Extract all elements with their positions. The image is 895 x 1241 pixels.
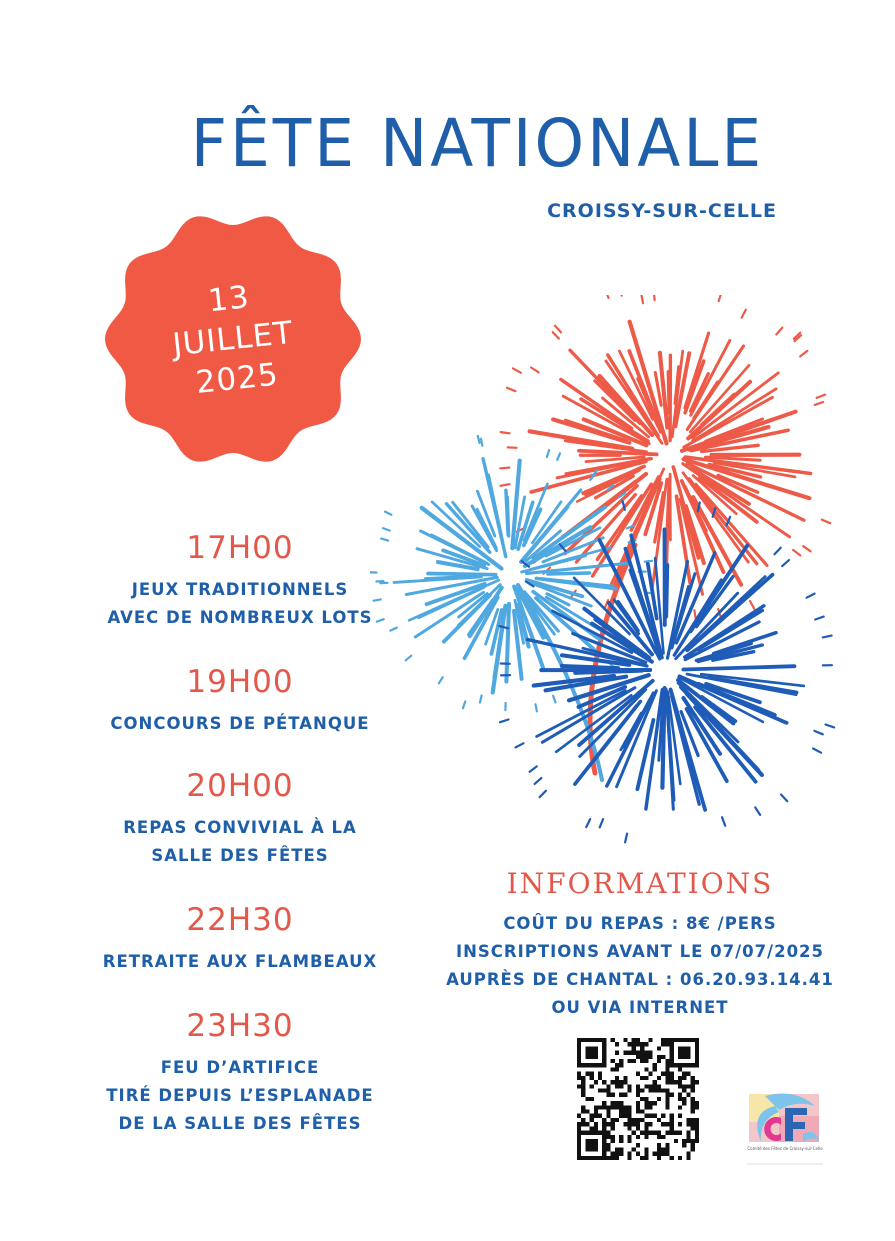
event-description: CONCOURS DE PÉTANQUE <box>110 714 370 733</box>
event-time: 19H00 <box>186 664 294 700</box>
comite-logo <box>745 1088 825 1166</box>
event-description: JEUX TRADITIONNELS AVEC DE NOMBREUX LOTS <box>107 580 373 627</box>
schedule-item <box>80 758 400 870</box>
location-subtitle: CROISSY-SUR-CELLE <box>547 200 777 222</box>
event-time: 23H30 <box>186 1008 294 1044</box>
date-badge <box>89 195 377 483</box>
schedule-item <box>80 998 400 1138</box>
fireworks-illustration <box>370 295 840 855</box>
info-registration-deadline: INSCRIPTIONS AVANT LE 07/07/2025 <box>455 942 825 961</box>
event-description: FEU D’ARTIFICE TIRÉ DEPUIS L’ESPLANADE DE LA SALLE DES FÊTES <box>106 1058 374 1133</box>
event-time: 17H00 <box>186 530 294 566</box>
qr-code-icon[interactable] <box>577 1038 699 1160</box>
info-internet: OU VIA INTERNET <box>551 998 729 1017</box>
info-contact: AUPRÈS DE CHANTAL : 06.20.93.14.41 <box>446 970 834 989</box>
info-meal-cost: COÛT DU REPAS : 8€ /PERS <box>503 914 777 933</box>
schedule-list <box>80 520 400 1138</box>
event-description: REPAS CONVIVIAL À LA SALLE DES FÊTES <box>123 818 357 865</box>
info-title: INFORMATIONS <box>506 867 774 900</box>
logo-caption: Comité des Fêtes de Croissy-sur-Celle <box>747 1146 823 1151</box>
badge-month: JUILLET <box>170 314 296 364</box>
badge-day: 13 <box>206 279 252 320</box>
event-time: 20H00 <box>186 768 294 804</box>
schedule-item <box>80 520 400 632</box>
schedule-item <box>80 892 400 976</box>
info-section <box>440 862 840 1022</box>
badge-year: 2025 <box>194 356 281 402</box>
event-description: RETRAITE AUX FLAMBEAUX <box>102 952 378 971</box>
event-time: 22H30 <box>186 902 294 938</box>
schedule-item <box>80 654 400 738</box>
page-title: FÊTE NATIONALE <box>190 105 765 182</box>
